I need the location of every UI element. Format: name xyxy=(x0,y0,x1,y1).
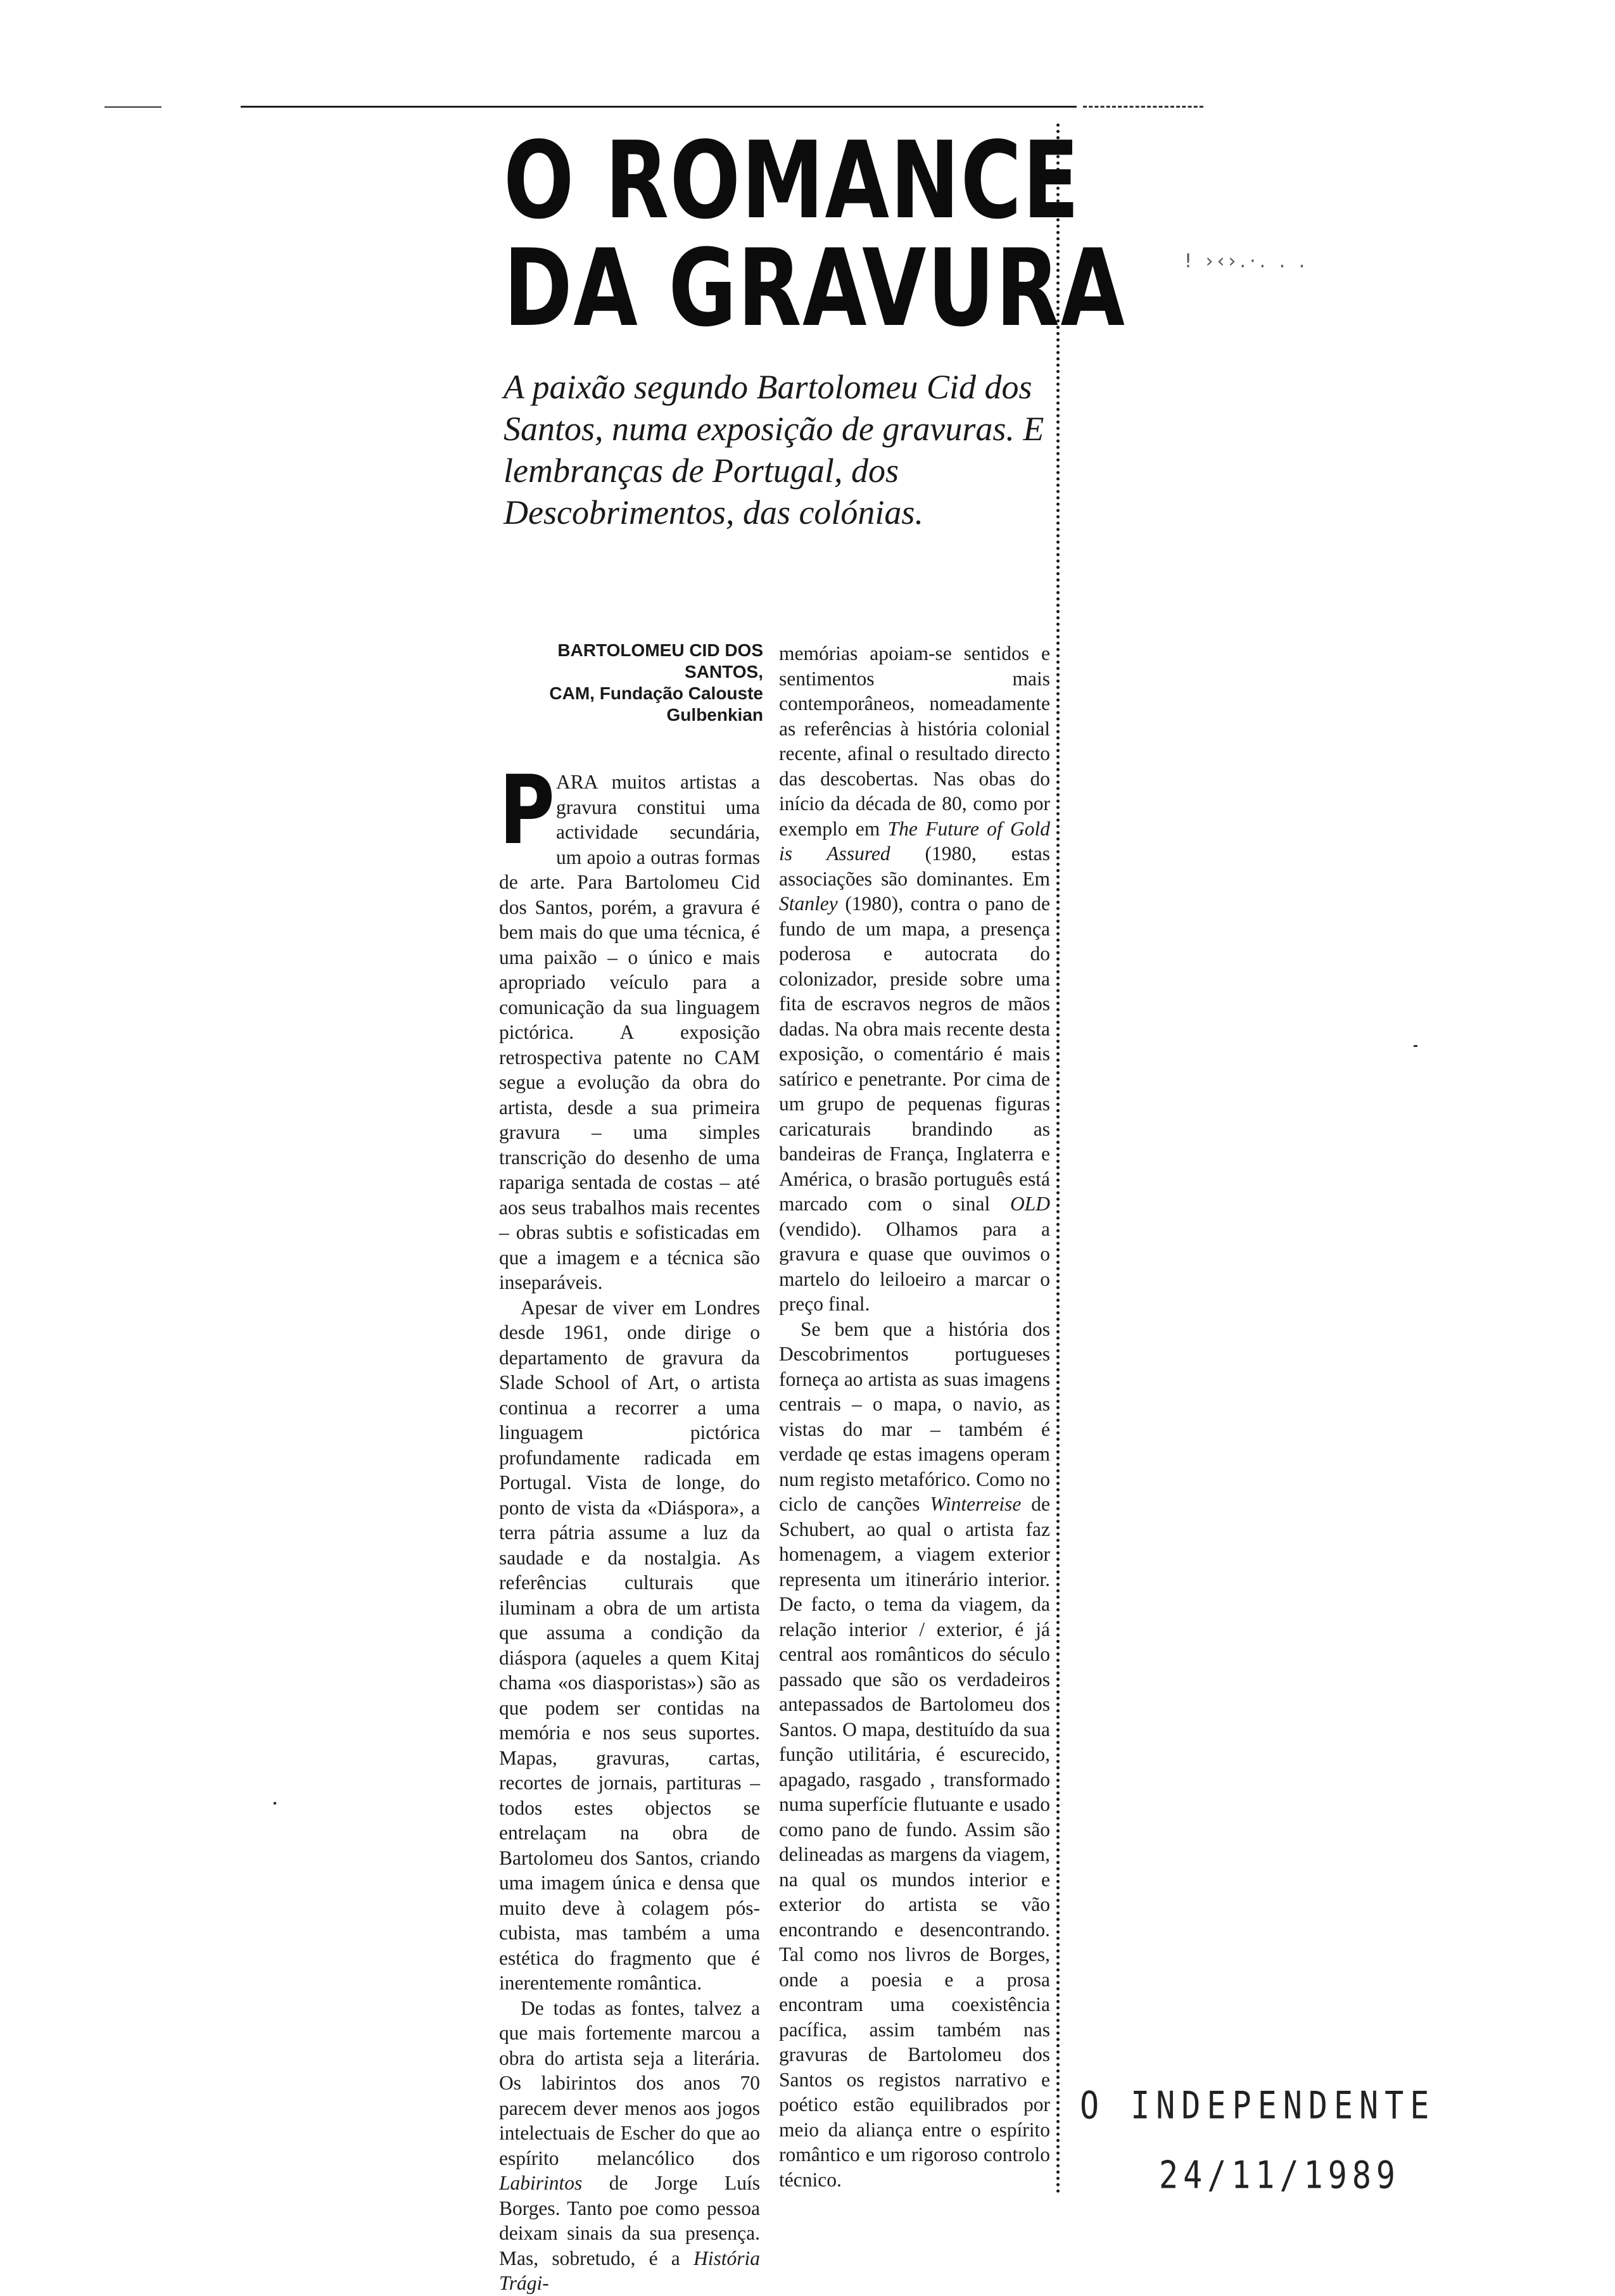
headline xyxy=(504,118,1126,350)
handwritten-date: 24/11/1989 xyxy=(1159,2153,1401,2197)
scan-speck xyxy=(1414,1045,1417,1047)
text-run: (vendido). Olhamos para a gravura e quase que ouvimos o martelo do leiloeiro a marcar o preço final. xyxy=(779,1217,1050,1315)
italic-title: OLD xyxy=(1010,1193,1050,1215)
scan-speck xyxy=(274,1802,276,1804)
top-rule xyxy=(241,106,1077,108)
text-run: de Jorge Luís Borges. Tanto poe como pessoa deixam sinais da sua presença. Mas, sobretudo, é a xyxy=(499,2172,760,2269)
top-rule-left xyxy=(104,106,162,108)
italic-title: Winterreise xyxy=(930,1493,1022,1515)
deck: A paixão segundo Bartolomeu Cid dos Santos, numa exposição de gravuras. E lembranças de Portugal, dos Descobrimentos, das colónias. xyxy=(504,368,1044,531)
text-run: (1980, estas associações são dominantes. Em xyxy=(779,842,1050,890)
article-column-2 xyxy=(779,641,1050,2192)
paragraph xyxy=(779,1317,1050,2193)
byline-author: BARTOLOMEU CID DOS SANTOS, xyxy=(557,640,763,682)
paragraph-text: ARA muitos artistas a gravura constitui uma actividade secundária, um apoio a outras formas de arte. Para Bartolomeu Cid dos Santos, porém, a gravura é bem mais do que uma técnica, é uma paixão – o único e mais apropriado veículo para a comunicação da sua linguagem pictórica. A exposição retrospectiva patente no CAM segue a evolução da obra do artista, desde a sua primeira gravura – uma simples transcrição do desenho de uma rapariga sentada de costas – até aos seus trabalhos mais recentes – obras subtis e sofisticadas em que a imagem e a técnica são inseparáveis. xyxy=(499,771,760,1293)
headline-line-1: O ROMANCE xyxy=(504,118,1080,243)
italic-title: Stanley xyxy=(779,892,838,915)
paragraph xyxy=(499,756,760,1295)
scan-noise: ! ›‹›.·. . . xyxy=(1184,250,1309,272)
paragraph xyxy=(499,1996,760,2296)
text-run: memórias apoiam-se sentidos e sentimentos mais contemporâneos, nomeadamente as referências à história colonial recente, afinal o resultado directo das descobertas. Nas obas do início da década de 80, como por exemplo em xyxy=(779,642,1050,840)
text-run: De todas as fontes, talvez a que mais fortemente marcou a obra do artista seja a literária. Os labirintos dos anos 70 parecem dever menos aos jogos intelectuais de Escher do que ao espírito melancólico dos xyxy=(499,1996,760,2169)
paragraph: Apesar de viver em Londres desde 1961, onde dirige o departamento de gravura da Slade School of Art, o artista continua a recorrer a uma linguagem pictórica profundamente radicada em Portugal. Vista de longe, do ponto de vista da «Diáspora», a terra pátria assume a luz da saudade e da nostalgia. As referências culturais que iluminam a obra de um artista que assuma a condição da diáspora (aqueles a quem Kitaj chama «os diasporistas») são as que podem ser contidas na memória e nos seus suportes. Mapas, gravuras, cartas, recortes de jornais, partituras – todos estes objectos se entrelaçam na obra de Bartolomeu dos Santos, criando uma imagem única e densa que muito deve à colagem pós-cubista, mas também a uma estética do fragmento que é inerentemente romântica. xyxy=(499,1296,760,1994)
handwritten-publication: O INDEPENDENTE xyxy=(1080,2083,1436,2128)
text-run: de Schubert, ao qual o artista faz homenagem, a viagem exterior representa um itinerário interior. De facto, o tema da viagem, da relação interior / exterior, é já central aos românticos do século passado que são os verdadeiros antepassados de Bartolomeu dos Santos. O mapa, destituído da sua função utilitária, é escurecido, apagado, rasgado , transformado numa superfície flutuante e usado como pano de fundo. Assim são delineadas as margens da viagem, na qual os mundos interior e exterior do artista se vão encontrando e desencontrando. Tal como nos livros de Borges, onde a poesia e a prosa encontram uma coexistência pacífica, assim também nas gravuras de Bartolomeu dos Santos os registos narrativo e poético estão equilibrados por meio da aliança entre o espírito romântico e um rigoroso controlo técnico. xyxy=(779,1493,1050,2191)
headline-line-2: DA GRAVURA xyxy=(504,226,1126,350)
italic-title: Labirintos xyxy=(499,2172,583,2194)
paragraph xyxy=(779,641,1050,1317)
byline-venue: CAM, Fundação Calouste Gulbenkian xyxy=(549,683,763,725)
drop-cap: P xyxy=(499,756,555,866)
top-rule-right xyxy=(1083,106,1203,108)
article-column-1 xyxy=(499,756,760,2296)
text-run: Se bem que a história dos Descobrimentos portugueses forneça ao artista as suas imagens centrais – o mapa, o navio, as vistas do mar – também é verdade qe estas imagens operam num registo metafórico. Como no ciclo de canções xyxy=(779,1317,1050,1515)
text-run: (1980), contra o pano de fundo de um mapa, a presença poderosa e autocrata do colonizador, preside sobre uma fita de escravos negros de mãos dadas. Na obra mais recente desta exposição, o comentário é mais satírico e penetrante. Por cima de um grupo de pequenas figuras caricaturais brandindo as bandeiras de França, Inglaterra e América, o brasão português está marcado com o sinal xyxy=(779,892,1050,1215)
byline xyxy=(504,640,763,726)
italic-title: História Trági- xyxy=(499,2247,760,2294)
italic-title: The Future of Gold is Assured xyxy=(779,817,1050,865)
